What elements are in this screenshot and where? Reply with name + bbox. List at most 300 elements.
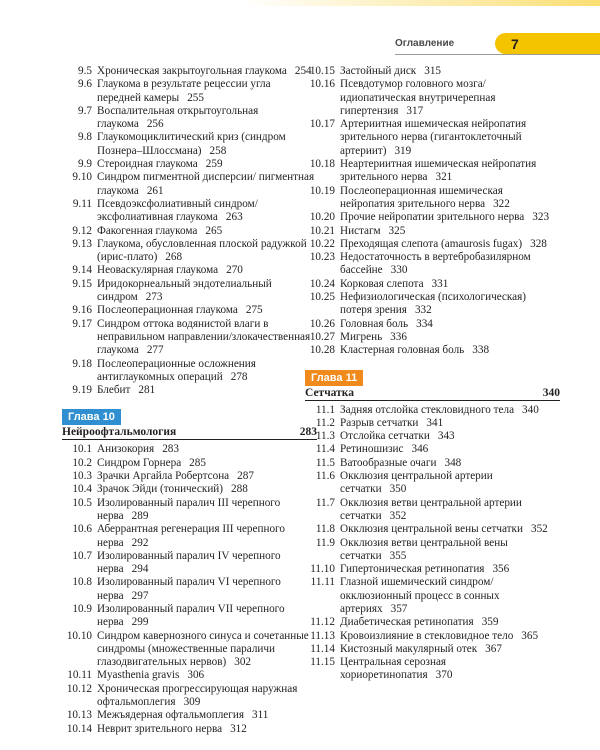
toc-entry[interactable] [62,443,317,456]
toc-entry-text [97,723,317,736]
toc-entry-number: 10.2 [72,456,92,469]
toc-entry-title: Воспалительная открытоугольная глаукома [97,104,259,131]
toc-entry-text [97,576,317,603]
toc-entry-text [340,630,560,643]
toc-entry-page: 288 [231,483,248,496]
toc-entry-page: 268 [165,251,183,264]
toc-entry[interactable] [62,497,317,524]
toc-entry-title: Мигрень [340,330,383,343]
toc-entry[interactable] [62,550,317,577]
toc-entry-text [340,225,560,238]
toc-entry-page: 348 [444,456,462,469]
toc-entry-text [97,198,317,225]
toc-entry-title: Синдром кавернозного синуса и сочетанные синдромы (множественные параличи глазодвигательных нервов) [97,629,309,669]
toc-entry-title: Ретиношизис [340,443,404,456]
toc-entry-number: 10.14 [66,722,92,735]
toc-entry-text [97,683,317,710]
toc-entry-title: Блебит [97,384,131,397]
toc-entry[interactable] [305,630,560,643]
toc-entry[interactable] [62,171,317,198]
toc-entry[interactable] [305,576,560,616]
toc-entry-text [97,278,317,305]
toc-entry-number: 9.11 [72,197,92,210]
chapter11-title: Сетчатка [305,386,354,399]
toc-entry-page: 321 [435,171,453,184]
toc-entry-text [340,430,560,443]
chapter9-tail-list [62,65,317,397]
toc-entry-text [97,603,317,630]
toc-entry-number: 9.10 [72,171,92,184]
toc-entry[interactable] [62,198,317,225]
toc-entry[interactable] [305,656,560,683]
toc-entry-page: 294 [131,563,149,576]
toc-entry-text [97,443,317,456]
toc-entry[interactable] [305,430,560,443]
toc-entry-page: 352 [389,509,407,522]
toc-entry-number: 10.4 [72,483,92,496]
toc-entry[interactable] [62,131,317,158]
chapter10-heading[interactable] [62,426,317,440]
toc-entry-number: 10.17 [309,118,335,131]
chapter11-page: 340 [542,386,560,399]
toc-entry-text [97,225,317,238]
toc-entry-text [97,158,317,171]
toc-entry-page: 331 [431,277,449,290]
toc-entry[interactable] [62,523,317,550]
toc-entry-title: Застойный диск [340,65,417,77]
toc-entry-page: 350 [389,483,407,496]
toc-entry-text [340,251,560,278]
toc-entry[interactable] [305,470,560,497]
toc-entry-text [340,643,560,656]
toc-entry-number: 11.9 [315,536,335,549]
toc-entry-title: Нистагм [340,224,381,237]
toc-entry-text [97,384,317,397]
toc-entry[interactable] [305,523,560,536]
toc-entry-page: 275 [245,304,263,317]
toc-entry[interactable] [62,723,317,736]
toc-entry-number: 10.5 [72,496,92,509]
toc-entry-number: 10.21 [309,224,335,237]
toc-entry-text [97,457,317,470]
header-rule [395,54,600,55]
toc-entry-number: 9.12 [72,224,92,237]
toc-entry-number: 10.10 [66,629,92,642]
toc-entry[interactable] [305,457,560,470]
toc-entry-page: 278 [230,370,248,383]
toc-entry-text [340,344,560,357]
toc-entry[interactable] [62,709,317,722]
toc-entry[interactable] [305,65,560,78]
toc-entry-title: Глаукома в результате рецессии угла передней камеры [97,78,271,104]
toc-entry-number: 11.13 [310,629,335,642]
toc-entry-title: Глазной ишемический синдром/ окклюзионный процесс в сонных артериях [340,576,500,615]
left-column [62,65,317,736]
toc-entry-page: 356 [492,563,510,576]
toc-entry-title: Myasthenia gravis [97,669,180,682]
toc-entry-page: 370 [435,669,453,682]
toc-entry-page: 289 [131,509,149,522]
toc-entry-page: 297 [131,589,149,602]
toc-entry-number: 9.17 [72,317,92,330]
toc-entry-number: 11.4 [315,443,335,456]
toc-entry-text [340,576,560,616]
toc-entry-page: 357 [390,602,408,615]
toc-entry[interactable] [305,563,560,576]
toc-entry-number: 10.7 [72,549,92,562]
toc-entry-text [340,185,560,212]
toc-entry-text [340,318,560,331]
toc-entry-title: Изолированный паралич VII черепного нерва [97,602,285,629]
toc-entry[interactable] [305,158,560,185]
toc-entry-number: 10.9 [72,602,92,615]
toc-entry-page: 285 [189,456,206,469]
toc-entry[interactable] [305,417,560,430]
toc-entry-number: 10.25 [309,291,335,304]
toc-entry[interactable] [305,497,560,524]
toc-entry-number: 10.11 [67,669,92,682]
toc-entry-title: Хроническая закрытоугольная глаукома [97,65,287,77]
toc-entry[interactable] [62,318,317,358]
toc-entry[interactable] [305,238,560,251]
toc-entry-page: 312 [230,722,247,735]
toc-entry[interactable] [62,576,317,603]
toc-entry[interactable] [305,185,560,212]
toc-entry-page: 306 [187,669,205,682]
toc-entry-title: Зрачок Эйди (тонический) [97,483,224,496]
toc-entry-title: Прочие нейропатии зрительного нерва [340,211,525,224]
toc-entry-text [97,171,317,198]
toc-entry-title: Кровоизлияние в стекловидное тело [340,629,514,642]
toc-entry-text [340,656,560,683]
toc-entry-number: 9.18 [72,357,92,370]
toc-entry[interactable] [62,630,317,670]
toc-entry[interactable] [305,118,560,158]
toc-entry[interactable] [305,616,560,629]
toc-entry-title: Псевдотумор головного мозга/идиопатическая внутричерепная гипертензия [340,78,496,117]
toc-entry-number: 11.11 [310,576,335,589]
chapter10-list [62,443,317,736]
toc-entry-title: Межъядерная офтальмоплегия [97,709,244,722]
toc-entry-title: Синдром пигментной дисперсии/ пигментная глаукома [97,171,315,197]
toc-entry-title: Аберрантная регенерация III черепного нерва [97,523,285,549]
toc-entry[interactable] [62,669,317,682]
toc-entry-text [97,105,317,132]
toc-entry-title: Окклюзия центральной артерии сетчатки [340,470,493,496]
toc-entry-title: Глаукомоциклитический криз (синдром Познера–Шлоссмана) [97,131,286,157]
toc-entry-title: Отслойка сетчатки [340,430,430,443]
toc-entry-title: Неоваскулярная глаукома [97,264,219,277]
toc-entry-title: Окклюзия ветви центральной артерии сетчатки [340,496,522,522]
toc-entry-page: 359 [481,616,499,629]
toc-entry-page: 256 [146,118,164,131]
chapter10-title: Нейроофтальмология [62,426,177,439]
toc-entry-text [340,470,560,497]
toc-entry-number: 11.14 [310,642,335,655]
toc-entry-title: Окклюзия ветви центральной вены сетчатки [340,536,508,562]
toc-entry[interactable] [62,470,317,483]
toc-entry[interactable] [62,65,317,78]
toc-entry-text [97,304,317,317]
chapter10-tail-list [305,65,560,358]
toc-entry-page: 259 [205,158,223,171]
toc-entry[interactable] [305,344,560,357]
toc-entry-page: 328 [530,237,547,250]
toc-entry-page: 309 [183,696,201,709]
toc-entry-text [340,65,560,78]
toc-entry[interactable] [62,683,317,710]
toc-entry-text [97,358,317,385]
toc-entry-title: Изолированный паралич VI черепного нерва [97,576,281,602]
toc-entry-text [340,563,560,576]
toc-entry-title: Кластерная головная боль [340,344,465,357]
toc-entry[interactable] [305,537,560,564]
toc-entry-text [340,78,560,118]
chapter11-badge: Глава 11 [305,370,363,386]
toc-entry-text [340,118,560,158]
toc-entry-page: 263 [225,211,243,224]
toc-entry[interactable] [305,211,560,224]
running-title: Оглавление [395,38,455,49]
toc-entry-number: 11.12 [310,616,335,629]
toc-entry-title: Задняя отслойка стекловидного тела [340,403,515,416]
toc-entry-page: 323 [532,211,550,224]
toc-entry-page: 270 [226,264,243,277]
toc-entry-title: Иридокорнеальный эндотелиальный синдром [97,277,272,304]
toc-entry-title: Глаукома, обусловленная плоской радужкой (ирис-плато) [97,237,307,264]
toc-entry-title: Анизокория [97,443,155,456]
toc-entry-number: 9.9 [78,158,92,171]
toc-entry[interactable] [62,264,317,277]
toc-entry-page: 311 [251,709,269,722]
toc-entry-title: Псевдоэксфолиативный синдром/ эксфолиативная глаукома [97,197,258,224]
toc-entry-title: Нефизиологическая (психологическая) потеря зрения [340,291,527,317]
toc-entry-page: 330 [390,264,408,277]
toc-entry-text [340,331,560,344]
page-number: 7 [511,36,519,52]
toc-entry-number: 10.28 [309,344,335,357]
toc-entry-page: 317 [406,104,424,117]
chapter10-badge: Глава 10 [62,409,121,425]
toc-entry-number: 11.5 [315,456,335,469]
toc-entry-number: 11.3 [315,430,335,443]
toc-entry-title: Изолированный паралич III черепного нерва [97,496,281,522]
toc-entry-text [97,78,317,105]
toc-entry-page: 367 [485,642,502,655]
toc-entry-title: Послеоперационная ишемическая нейропатия зрительного нерва [340,184,503,210]
toc-entry-number: 9.7 [78,104,92,117]
toc-entry-page: 325 [388,224,406,237]
toc-entry[interactable] [305,78,560,118]
chapter10-page: 283 [299,426,317,439]
toc-entry-page: 343 [437,430,455,443]
toc-entry[interactable] [305,318,560,331]
toc-entry-page: 365 [521,629,539,642]
toc-entry-text [97,264,317,277]
toc-entry-number: 9.13 [72,237,92,250]
toc-entry-number: 10.27 [309,330,335,343]
toc-entry-title: Артериитная ишемическая нейропатия зрительного нерва (гигантоклеточный артериит) [340,118,527,157]
toc-entry-page: 302 [234,656,251,669]
toc-entry-page: 283 [162,443,179,456]
page-header [395,33,600,55]
toc-entry-text [97,497,317,524]
toc-entry-number: 11.1 [315,403,335,416]
toc-entry[interactable] [62,603,317,630]
toc-entry[interactable] [62,304,317,317]
toc-entry-number: 10.26 [309,317,335,330]
toc-entry-text [97,483,317,496]
toc-entry-number: 10.13 [66,709,92,722]
toc-entry[interactable] [62,105,317,132]
toc-entry-number: 10.1 [72,443,92,456]
toc-entry-title: Синдром Горнера [97,456,182,469]
toc-entry-page: 292 [131,536,149,549]
toc-entry-number: 11.6 [315,470,335,483]
toc-entry-title: Корковая слепота [340,277,424,290]
toc-entry-text [97,318,317,358]
toc-entry-page: 287 [237,470,254,483]
toc-entry[interactable] [305,278,560,291]
toc-entry[interactable] [62,278,317,305]
toc-entry-number: 9.15 [72,277,92,290]
toc-entry[interactable] [62,457,317,470]
toc-entry-number: 10.6 [72,523,92,536]
toc-entry-title: Диабетическая ретинопатия [340,616,474,629]
toc-entry-text [97,523,317,550]
toc-entry-text [340,404,560,417]
toc-entry-text [97,669,317,682]
toc-entry-number: 9.6 [78,78,92,91]
toc-entry-number: 10.20 [309,211,335,224]
toc-entry[interactable] [305,225,560,238]
toc-entry[interactable] [305,331,560,344]
toc-entry-text [97,238,317,265]
toc-entry-page: 322 [493,197,510,210]
toc-entry-title: Послеоперационная глаукома [97,304,238,317]
toc-entry-number: 10.22 [309,237,335,250]
toc-entry-title: Окклюзия центральной вены сетчатки [340,523,523,536]
toc-entry-number: 9.14 [72,264,92,277]
toc-entry-text [97,550,317,577]
toc-entry-number: 9.19 [72,384,92,397]
toc-entry-number: 10.23 [309,251,335,264]
toc-entry-text [340,616,560,629]
toc-entry[interactable] [305,443,560,456]
toc-entry-page: 273 [145,291,163,304]
toc-entry-text [340,457,560,470]
toc-entry-page: 341 [426,416,444,429]
toc-entry-number: 10.19 [309,184,335,197]
toc-entry-text [97,630,317,670]
toc-entry-title: Кистозный макулярный отек [340,642,478,655]
toc-entry-text [340,291,560,318]
toc-entry-title: Послеоперационные осложнения антиглаукомных операций [97,357,256,383]
chapter11-heading[interactable] [305,387,560,401]
top-accent-bar [0,0,600,6]
toc-entry-number: 11.2 [315,416,335,429]
toc-entry-title: Гипертоническая ретинопатия [340,563,485,576]
toc-entry-text [340,278,560,291]
toc-entry-title: Синдром оттока водянистой влаги в неправильном направлении/злокачественная глаукома [97,317,311,357]
toc-entry-title: Головная боль [340,317,409,330]
toc-entry[interactable] [62,358,317,385]
toc-entry-text [97,131,317,158]
toc-entry-page: 281 [138,384,156,397]
toc-entry-text [340,238,560,251]
toc-entry-page: 255 [187,91,204,104]
toc-entry-number: 11.15 [310,656,335,669]
toc-entry-text [97,470,317,483]
toc-entry-text [340,417,560,430]
chapter11-list [305,404,560,683]
toc-entry-number: 9.5 [78,65,92,77]
toc-entry-number: 10.15 [309,65,335,77]
toc-entry-text [340,443,560,456]
toc-entry-page: 265 [205,224,223,237]
toc-entry-title: Хроническая прогрессирующая наружная офтальмоплегия [97,682,298,709]
toc-entry[interactable] [305,251,560,278]
toc-entry-number: 9.8 [78,131,92,144]
toc-entry-title: Неврит зрительного нерва [97,722,223,735]
toc-entry-page: 355 [389,549,407,562]
toc-entry[interactable] [62,158,317,171]
toc-entry-page: 338 [472,344,490,357]
toc-entry-text [340,523,560,536]
toc-entry-title: Ватообразные очаги [340,456,437,469]
right-column [305,65,560,683]
toc-entry[interactable] [305,291,560,318]
toc-entry-page: 319 [394,144,412,157]
toc-entry-page: 258 [209,144,227,157]
toc-entry[interactable] [62,483,317,496]
toc-entry-number: 10.12 [66,682,92,695]
toc-entry-title: Неартериитная ишемическая нейропатия зрительного нерва [340,158,537,184]
toc-entry-title: Стероидная глаукома [97,158,198,171]
toc-entry-number: 10.18 [309,158,335,171]
toc-entry-text [97,65,317,78]
toc-entry-page: 352 [530,523,548,536]
toc-entry-page: 261 [146,184,164,197]
toc-entry-title: Изолированный паралич IV черепного нерва [97,549,281,576]
toc-entry[interactable] [62,78,317,105]
toc-entry-text [97,709,317,722]
toc-entry[interactable] [62,238,317,265]
toc-entry[interactable] [62,384,317,397]
toc-entry-number: 10.3 [72,470,92,483]
toc-entry-title: Факогенная глаукома [97,224,198,237]
toc-entry-page: 254 [294,65,312,77]
toc-entry-page: 340 [522,403,539,416]
toc-entry[interactable] [305,404,560,417]
toc-entry[interactable] [305,643,560,656]
toc-entry-number: 11.7 [315,496,335,509]
toc-entry-number: 10.8 [72,576,92,589]
toc-entry-text [340,497,560,524]
toc-entry-title: Зрачки Аргайла Робертсона [97,470,230,483]
toc-entry-number: 9.16 [72,304,92,317]
toc-entry-title: Разрыв сетчатки [340,416,419,429]
toc-entry-text [340,211,560,224]
toc-entry-page: 277 [146,344,164,357]
toc-entry-number: 11.8 [315,523,335,536]
toc-entry-number: 10.16 [309,78,335,91]
toc-entry-page: 334 [416,317,433,330]
toc-entry-title: Недостаточность в вертебробазилярном бассейне [340,251,531,277]
toc-entry-page: 336 [390,330,407,343]
toc-entry-title: Преходящая слепота (amaurosis fugax) [340,237,523,250]
toc-entry[interactable] [62,225,317,238]
